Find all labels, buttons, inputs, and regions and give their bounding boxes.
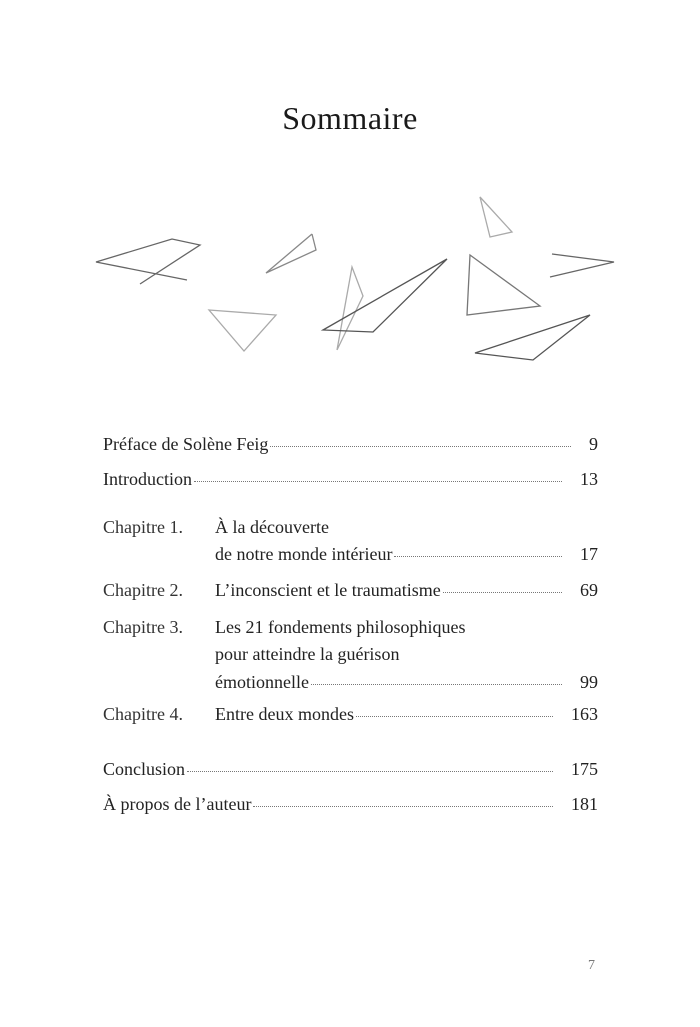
- entry-title: Entre deux mondes: [215, 704, 354, 724]
- dot-leader: [443, 592, 562, 593]
- entry-title: de notre monde intérieur: [215, 544, 393, 564]
- entry-title: pour atteindre la guérison: [215, 644, 400, 664]
- dot-leader: [253, 806, 553, 807]
- dot-leader: [187, 771, 553, 772]
- chapter-label: Chapitre 2.: [103, 580, 183, 600]
- page-number: 69: [580, 580, 598, 600]
- entry-title: À propos de l’auteur: [103, 794, 252, 814]
- entry-title: Conclusion: [103, 759, 186, 779]
- page-number: 9: [589, 434, 598, 454]
- dot-leader: [194, 481, 562, 482]
- entry-title: À la découverte: [215, 517, 329, 537]
- page-number: 99: [580, 672, 598, 692]
- dot-leader: [311, 684, 562, 685]
- entry-title: L’inconscient et le traumatisme: [215, 580, 441, 600]
- toc-entry-preface[interactable]: [103, 434, 598, 455]
- triangle-shape: [480, 197, 512, 237]
- page-number: 175: [571, 759, 598, 779]
- entry-title: Les 21 fondements philosophiques: [215, 617, 466, 637]
- page-number: 13: [580, 469, 598, 489]
- chapter-label: Chapitre 1.: [103, 517, 183, 537]
- chapter-label: Chapitre 3.: [103, 617, 183, 637]
- entry-title: Introduction: [103, 469, 192, 489]
- triangle-shape: [337, 267, 363, 350]
- triangle-shape: [467, 255, 540, 315]
- entry-title: émotionnelle: [215, 672, 309, 692]
- page-number-footer: 7: [588, 958, 595, 973]
- chapter-label: Chapitre 4.: [103, 704, 183, 724]
- page-title: Sommaire: [282, 100, 418, 136]
- triangle-shape: [96, 239, 200, 284]
- toc-entry-introduction[interactable]: [103, 469, 598, 490]
- page-number: 163: [571, 704, 598, 724]
- triangle-shape: [266, 234, 316, 273]
- dot-leader: [394, 556, 562, 557]
- dot-leader: [270, 446, 571, 447]
- toc-entry-about-author[interactable]: [103, 794, 598, 815]
- entry-title: Préface de Solène Feig: [103, 434, 269, 454]
- triangle-shape: [550, 254, 614, 277]
- dot-leader: [356, 716, 553, 717]
- triangle-shape: [209, 310, 276, 351]
- decorative-triangles-illustration: [0, 0, 700, 400]
- page-number: 17: [580, 544, 598, 564]
- toc-entry-conclusion[interactable]: [103, 759, 598, 780]
- triangle-shape: [475, 315, 590, 360]
- page-number: 181: [571, 794, 598, 814]
